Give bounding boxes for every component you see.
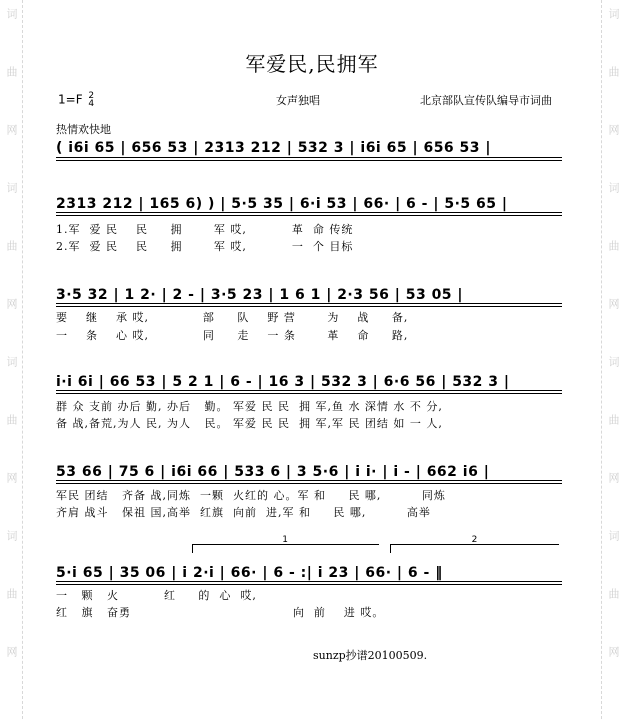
volta-first-ending	[192, 535, 379, 553]
lyric-line: 军民 团结 齐备 战,同炼 一颗 火红的 心。军 和 民 哪, 同炼	[56, 489, 446, 502]
watermark-glyph: 词	[607, 356, 620, 367]
watermark-glyph: 网	[5, 646, 18, 657]
lyric-line: 1.军 爱 民 民 拥 军 哎, 革 命 传统	[56, 223, 354, 236]
watermark-glyph: 网	[5, 124, 18, 135]
watermark-glyph: 曲	[607, 66, 620, 77]
watermark-glyph: 词	[607, 8, 620, 19]
notation-line: 3·5 32 | 1 2· | 2 - | 3·5 23 | 1 6 1 | 2·3 56 | 53 05 |	[56, 287, 464, 303]
lyric-line: 备 战,备荒,为人 民, 为人 民。 军爱 民 民 拥 军,军 民 团结 如 一 人,	[56, 417, 443, 430]
lyric-line: 2.军 爱 民 民 拥 军 哎, 一 个 目标	[56, 240, 354, 253]
watermark-glyph: 曲	[607, 240, 620, 251]
beam-underline	[56, 303, 562, 307]
watermark-glyph: 网	[607, 298, 620, 309]
watermark-glyph: 词	[607, 530, 620, 541]
lyric-line: 群 众 支前 办后 勤, 办后 勤。 军爱 民 民 拥 军,鱼 水 深情 水 不 分,	[56, 400, 443, 413]
watermark-glyph: 网	[607, 646, 620, 657]
lyric-line: 一 颗 火 红 的 心 哎,	[56, 589, 257, 602]
volta-second-ending	[390, 535, 559, 553]
time-numerator: 2	[88, 91, 95, 101]
time-signature	[88, 92, 94, 108]
lyric-line: 要 继 承 哎, 部 队 野 营 为 战 备,	[56, 311, 409, 324]
watermark-glyph: 曲	[607, 588, 620, 599]
watermark-glyph: 曲	[607, 414, 620, 425]
watermark-glyph: 词	[607, 182, 620, 193]
watermark-glyph: 网	[5, 472, 18, 483]
song-title: 军爱民,民拥军	[245, 52, 379, 76]
notation-line: 53 66 | 75 6 | i6i 66 | 533 6 | 3 5·6 | i i· | i - | 662 i6 |	[56, 464, 490, 480]
key-label: 1=F	[58, 92, 83, 107]
lyric-line: 齐肩 战斗 保祖 国,高举 红旗 向前 进,军 和 民 哪, 高举	[56, 506, 431, 519]
lyric-line: 一 条 心 哎, 同 走 一 条 革 命 路,	[56, 329, 409, 342]
watermark-glyph: 词	[5, 530, 18, 541]
notation-line: 2313 212 | 165 6) ) | 5·5 35 | 6·i 53 | 66· | 6 - | 5·5 65 |	[56, 196, 508, 212]
singer-label: 女声独唱	[276, 94, 320, 107]
watermark-glyph: 词	[5, 182, 18, 193]
author-label: 北京部队宣传队编导市词曲	[420, 94, 552, 107]
watermark-glyph: 网	[607, 124, 620, 135]
time-denominator: 4	[88, 99, 95, 109]
notation-line: i·i 6i | 66 53 | 5 2 1 | 6 - | 16 3 | 532 3 | 6·6 56 | 532 3 |	[56, 374, 510, 390]
volta-second-label: 2	[471, 535, 478, 545]
key-signature	[58, 92, 94, 108]
beam-underline	[56, 581, 562, 585]
beam-underline	[56, 480, 562, 484]
watermark-glyph: 曲	[5, 414, 18, 425]
watermark-glyph: 词	[5, 356, 18, 367]
watermark-glyph: 词	[5, 8, 18, 19]
transcriber-credit: sunzp抄谱20100509.	[313, 649, 428, 662]
volta-first-label: 1	[282, 535, 288, 545]
watermark-glyph: 曲	[5, 240, 18, 251]
watermark-glyph: 网	[5, 298, 18, 309]
watermark-glyph: 曲	[5, 66, 18, 77]
lyric-line: 红 旗 奋勇 向 前 进 哎。	[56, 606, 385, 619]
beam-underline	[56, 212, 562, 216]
watermark-glyph: 曲	[5, 588, 18, 599]
watermark-right	[601, 0, 624, 719]
notation-line: 5·i 65 | 35 06 | i 2·i | 66· | 6 - :| i 23 | 66· | 6 - ‖	[56, 565, 443, 581]
watermark-left	[0, 0, 23, 719]
tempo-marking: 热情欢快地	[56, 123, 111, 136]
notation-line: ( i6i 65 | 656 53 | 2313 212 | 532 3 | i6i 65 | 656 53 |	[56, 140, 492, 156]
beam-underline	[56, 390, 562, 394]
beam-underline	[56, 157, 562, 161]
watermark-glyph: 网	[607, 472, 620, 483]
